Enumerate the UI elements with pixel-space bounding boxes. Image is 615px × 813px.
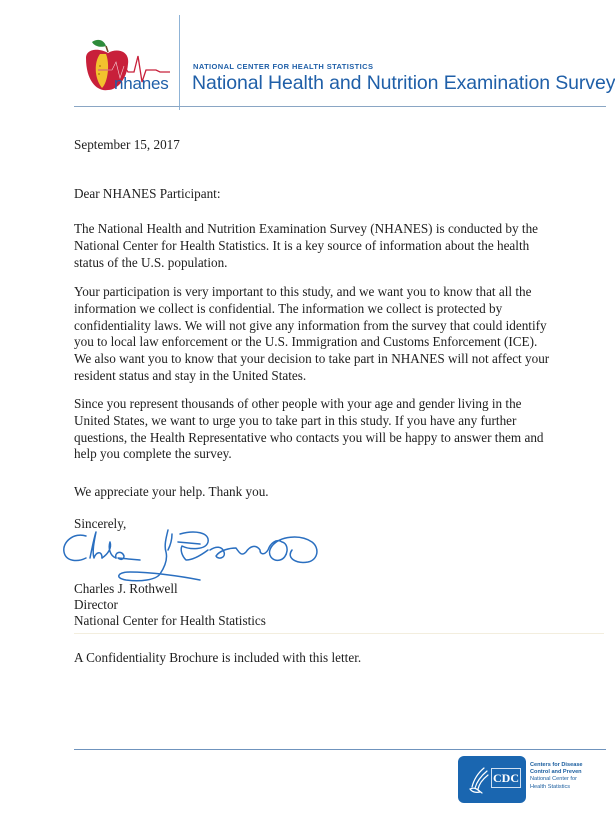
header-divider <box>179 15 180 110</box>
cdc-logo <box>458 756 526 803</box>
logo-wordmark: nhanes <box>114 74 169 93</box>
org-name-small: NATIONAL CENTER FOR HEALTH STATISTICS <box>193 62 374 71</box>
closing: Sincerely, <box>74 516 127 531</box>
cdc-line: Health Statistics <box>530 783 571 790</box>
paragraph-intro: The National Health and Nutrition Examination Survey (NHANES) is conducted by the National Center for Health Statistics. It is a key source of information about the health status of the U.S. population. <box>74 221 539 270</box>
signer-title: Director <box>74 597 118 612</box>
hhs-eagle-icon <box>466 765 490 795</box>
nhanes-logo <box>78 36 173 98</box>
cdc-wordmark: CDC <box>491 768 521 788</box>
paragraph-confidentiality: Your participation is very important to this study, and we want you to know that all the information we collect is confidential. The information we collect is protected by confidentiality laws. We will not give any information from the survey that could identify you to local law enforcement or the U.S. Immigration and Customs Enforcement (ICE). We also want you to know that your decision to take part in NHANES will not affect your resident status and stay in the United States. <box>74 284 550 383</box>
cdc-agency-name <box>530 762 610 791</box>
faint-divider <box>74 633 604 634</box>
survey-title: National Health and Nutrition Examination Survey <box>192 72 615 94</box>
cdc-line: Centers for Disease <box>530 762 583 768</box>
paragraph-thanks: We appreciate your help. Thank you. <box>74 484 269 499</box>
paragraph-request: Since you represent thousands of other people with your age and gender living in the United States, we want to urge you to take part in this study. If you have any further questions, the Health Representative who contacts you will be happy to answer them and help you complete the survey. <box>74 396 544 462</box>
letter-date: September 15, 2017 <box>74 137 180 152</box>
cdc-line: National Center for <box>530 776 577 783</box>
cdc-line: Control and Preven <box>530 769 582 776</box>
enclosure-note: A Confidentiality Brochure is included with this letter. <box>74 650 362 665</box>
salutation: Dear NHANES Participant: <box>74 186 221 201</box>
footer-rule <box>74 749 606 750</box>
signer-name: Charles J. Rothwell <box>74 581 178 596</box>
header-rule <box>74 106 606 107</box>
signer-organization: National Center for Health Statistics <box>74 613 266 628</box>
